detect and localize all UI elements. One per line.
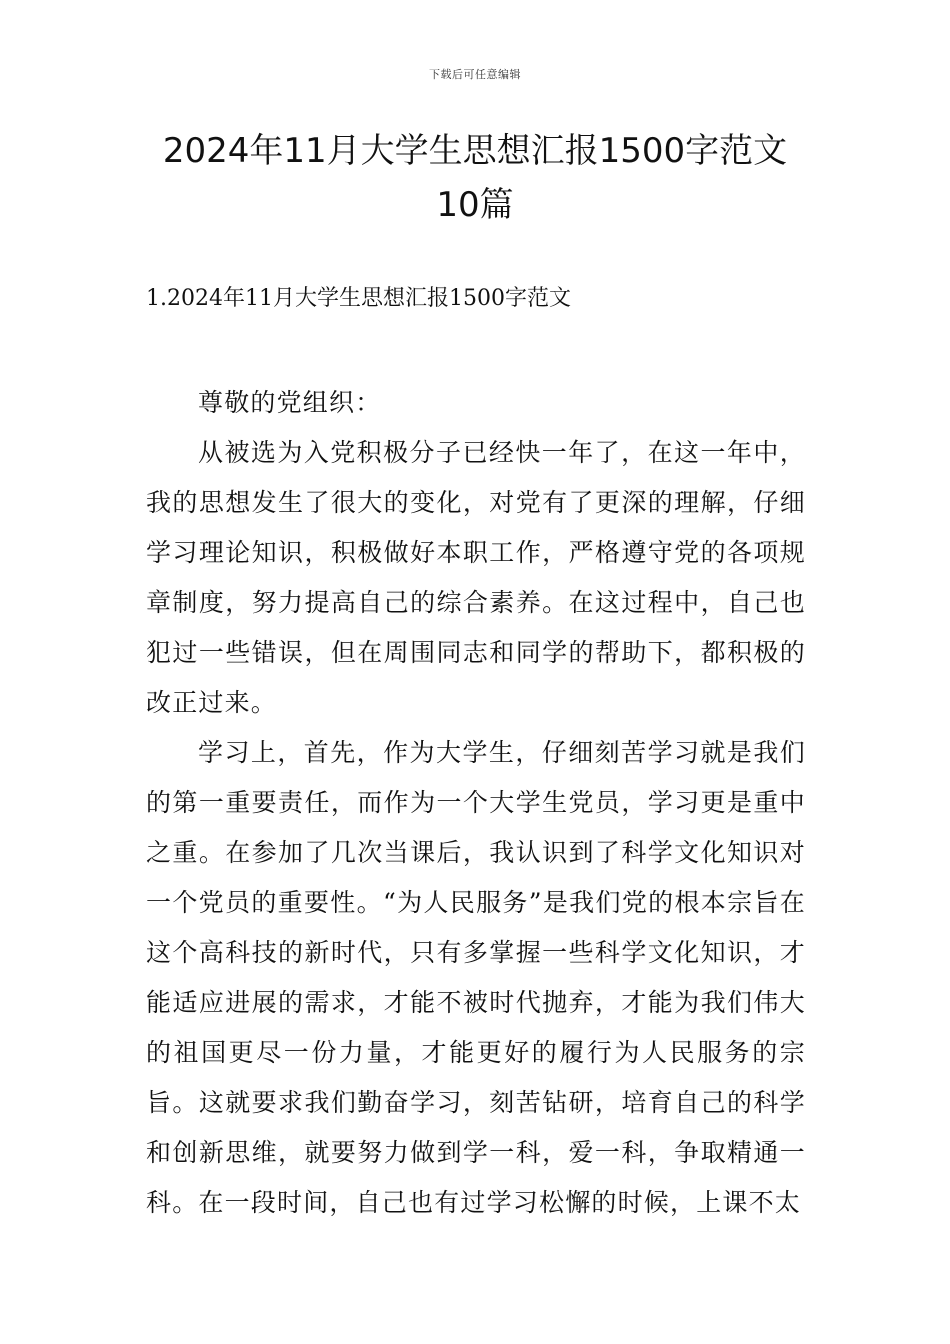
header-note: 下载后可任意编辑 <box>429 68 521 81</box>
body-paragraph-1: 从被选为入党积极分子已经快一年了，在这一年中，我的思想发生了很大的变化，对党有了更深的理解，仔细学习理论知识，积极做好本职工作，严格遵守党的各项规章制度，努力提高自己的综合素养。在这过程中，自己也犯过一些错误，但在周围同志和同学的帮助下，都积极的改正过来。 <box>146 438 806 717</box>
body-paragraph-2: 学习上，首先，作为大学生，仔细刻苦学习就是我们的第一重要责任，而作为一个大学生党员，学习更是重中之重。在参加了几次当课后，我认识到了科学文化知识对一个党员的重要性。“为人民服务”是我们党的根本宗旨在这个高科技的新时代，只有多掌握一些科学文化知识，才能适应进展的需求，才能不被时代抛弃，才能为我们伟大的祖国更尽一份力量，才能更好的履行为人民服务的宗旨。这就要求我们勤奋学习，刻苦钻研，培育自己的科学和创新思维，就要努力做到学一科，爱一科，争取精通一科。在一段时间，自己也有过学习松懈的时候，上课不太 <box>146 738 806 1217</box>
document-title-line-2: 10篇 <box>436 185 514 225</box>
salutation: 尊敬的党组织： <box>198 388 382 417</box>
document-title <box>120 124 830 232</box>
document-body <box>146 378 806 1228</box>
document-title-line-1: 2024年11月大学生思想汇报1500字范文 <box>162 131 788 171</box>
section-heading: 1.2024年11月大学生思想汇报1500字范文 <box>146 286 571 311</box>
